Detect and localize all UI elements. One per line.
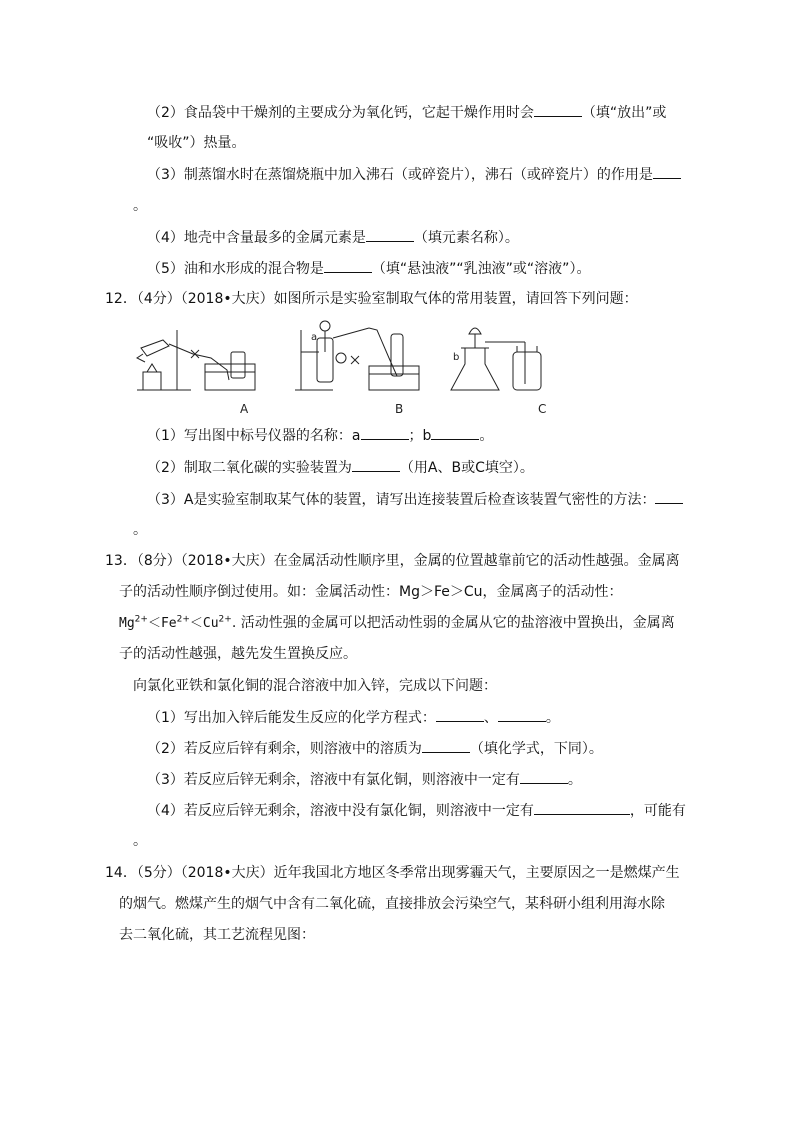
q13-line2: 子的活动性顺序倒过使用。如：金属活动性：Mg＞Fe＞Cu，金属离子的活动性： <box>119 584 623 600</box>
answer-blank[interactable] <box>534 102 582 117</box>
label-C: C <box>538 402 547 416</box>
q12-header: 12．（4分）（2018•大庆）如图所示是实验室制取气体的常用装置，请回答下列问题： <box>105 291 638 307</box>
q11-part2-line1: （2）食品袋中干燥剂的主要成分为氧化钙，它起干燥作用时会 （填“放出”或 <box>147 102 666 123</box>
q13-part4-line1: （4）若反应后锌无剩余，溶液中没有氯化铜，则溶液中一定有 ，可能有 <box>147 800 686 821</box>
q11-part5: （5）油和水形成的混合物是 （填“悬浊液”“乳浊液”或“溶液”）。 <box>147 258 590 279</box>
answer-blank[interactable] <box>324 258 372 273</box>
q11-part4: （4）地壳中含量最多的金属元素是 （填元素名称）。 <box>147 227 519 248</box>
answer-blank[interactable] <box>655 489 683 504</box>
answer-blank[interactable] <box>534 800 630 815</box>
answer-blank[interactable] <box>520 769 568 784</box>
q11-part3-line1: （3）制蒸馏水时在蒸馏烧瓶中加入沸石（或碎瓷片），沸石（或碎瓷片）的作用是 <box>147 164 681 185</box>
apparatus-a <box>137 330 255 390</box>
q13-header: 13．（8分）（2018•大庆）在金属活动性顺序里，金属的位置越靠前它的活动性越强。金属离 <box>105 553 680 569</box>
q13-intro: 向氯化亚铁和氯化铜的混合溶液中加入锌，完成以下问题： <box>133 678 497 694</box>
q13-part3: （3）若反应后锌无剩余，溶液中有氯化铜，则溶液中一定有 。 <box>147 769 582 790</box>
q13-part2: （2）若反应后锌有剩余，则溶液中的溶质为 （填化学式，下同）。 <box>147 738 603 759</box>
answer-blank[interactable] <box>436 707 484 722</box>
answer-blank[interactable] <box>361 425 409 440</box>
answer-blank[interactable] <box>498 707 546 722</box>
q13-line3: $Mg^{2+}<Fe^{2+}<Cu^{2+}$. 活动性强的金属可以把活动性弱的金属从它的盐溶液中置换出，金属离 <box>119 614 675 631</box>
q13-part1: （1）写出加入锌后能发生反应的化学方程式： 、 。 <box>147 707 560 728</box>
answer-blank[interactable] <box>352 457 400 472</box>
answer-blank[interactable] <box>366 227 414 242</box>
q13-line4: 子的活动性越强，越先发生置换反应。 <box>119 646 357 662</box>
label-B: B <box>395 402 404 416</box>
q12-part2: （2）制取二氧化碳的实验装置为 （用A、B或C填空）。 <box>147 457 534 478</box>
q12-part3-line1: （3）A是实验室制取某气体的装置，请写出连接装置后检查该装置气密性的方法： <box>147 489 683 510</box>
q11-part3-line2: 。 <box>133 198 147 214</box>
label-a: a <box>311 332 318 343</box>
q14-line2: 的烟气。燃煤产生的烟气中含有二氧化硫，直接排放会污染空气，某科研小组利用海水除 <box>119 896 665 912</box>
q11-part2-line2: “吸收”）热量。 <box>147 135 246 151</box>
q13-part4-line2: 。 <box>133 833 147 849</box>
q12-part1: （1）写出图中标号仪器的名称：a ；b 。 <box>147 425 493 446</box>
q14-line3: 去二氧化硫，其工艺流程见图： <box>119 927 315 943</box>
apparatus-c <box>451 328 541 390</box>
answer-blank[interactable] <box>431 425 479 440</box>
q14-line1: 14．（5分）（2018•大庆）近年我国北方地区冬季常出现雾霾天气，主要原因之一是燃煤产生 <box>105 865 680 881</box>
answer-blank[interactable] <box>653 164 681 179</box>
q12-part3-line2: 。 <box>133 522 147 538</box>
label-b: b <box>453 352 460 363</box>
label-A: A <box>240 402 249 416</box>
answer-blank[interactable] <box>422 738 470 753</box>
lab-apparatus-figure <box>133 318 563 418</box>
